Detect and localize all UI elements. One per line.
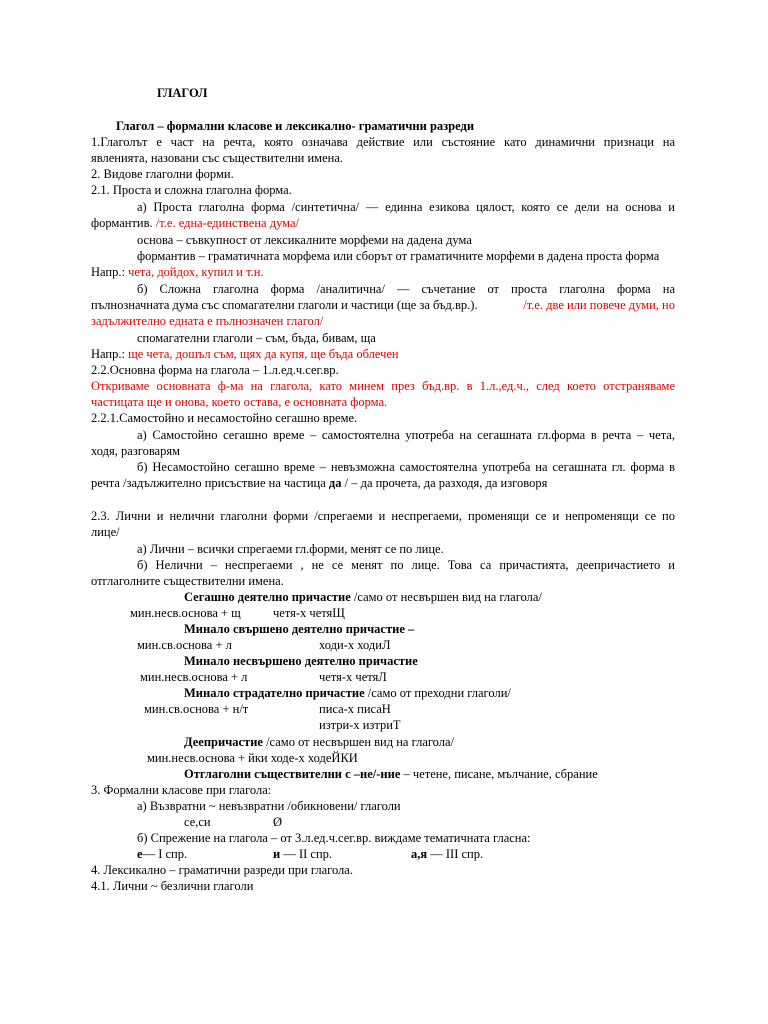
paragraph-line: 2.3. Лични и нелични глаголни форми /спрегаеми и неспрегаеми, променящи се и непроменящи се по — [91, 509, 675, 523]
participle-name: Сегашно деятелно причастие — [184, 590, 351, 604]
participle-name: Минало страдателно причастие — [184, 686, 365, 700]
thematic-vowel: а,я — [411, 847, 428, 861]
paragraph-line: ходя, разговарям — [91, 444, 181, 458]
paragraph-line: б) Спрежение на глагола – от 3.л.ед.ч.сег.вр. виждаме тематичната гласна: — [137, 831, 531, 845]
example-label: Напр.: — [91, 265, 125, 279]
line-text: пълнозначната дума със спомагателни глаголи и частици (ще за бъд.вр.). — [91, 298, 478, 312]
conjugation-label: — I спр. — [142, 847, 188, 861]
formula: мин.несв.основа + йки ходе-х ходеЙКИ — [147, 751, 358, 765]
line-text: речта /задължително присъствие на частица — [91, 476, 329, 490]
formula-example: писа-х писаН — [319, 702, 391, 716]
example-line — [91, 264, 264, 280]
paragraph-line: 2. Видове глаголни форми. — [91, 167, 234, 181]
participle-name: Минало несвършено деятелно причастие — [184, 654, 418, 668]
formula: се,си — [184, 815, 211, 829]
conjugation-item — [411, 846, 483, 862]
formula: мин.св.основа + н/т — [144, 702, 249, 716]
example-label: Напр.: — [91, 347, 125, 361]
paragraph-line: лице/ — [91, 525, 120, 539]
bullet-item-text: спомагателни глаголи – съм, бъда, бивам, ща — [137, 331, 376, 345]
paragraph-line: 2.2.Основна форма на глагола – 1.л.ед.ч.сег.вр. — [91, 363, 339, 377]
formula-example: изтри-х изтриТ — [319, 718, 401, 732]
line-text: формантив. — [91, 216, 153, 230]
thematic-vowel: и — [273, 847, 281, 861]
conjugation-label: — II спр. — [280, 847, 333, 861]
red-paragraph-line: Откриваме основната ф-ма на глагола, като минем през бъд.вр. в 1.л.,ед.ч., след което отстраняваме — [91, 379, 675, 393]
participle-name: Минало свършено деятелно причастие – — [184, 622, 415, 636]
section-heading: Глагол – формални класове и лексикално- граматични разреди — [116, 119, 475, 133]
empty-set-symbol: Ø — [273, 815, 283, 829]
example-line — [91, 346, 399, 362]
paragraph-line — [91, 215, 299, 231]
formula-example: четя-х четяЩ — [273, 606, 345, 620]
participle-heading — [184, 766, 598, 782]
formula: мин.несв.основа + щ — [130, 606, 241, 620]
participle-note: /само от преходни глаголи/ — [364, 686, 511, 700]
participle-note: – четене, писане, мълчание, сбрание — [400, 767, 598, 781]
thematic-vowel: е — [137, 847, 143, 861]
formula: мин.несв.основа + л — [140, 670, 248, 684]
red-note: задължително едната е пълнозначен глагол/ — [91, 314, 324, 328]
paragraph-line: явленията, назовани със съществителни имена. — [91, 151, 344, 165]
bullet-item-text: формантив – граматичната морфема или сборът от граматичните морфеми в дадена проста форма — [137, 249, 660, 263]
formula-example: ходи-х ходиЛ — [319, 638, 391, 652]
example-red: ще чета, дошъл съм, щях да купя, ще бъда облечен — [124, 347, 399, 361]
paragraph-line: 4. Лексикално – граматични разреди при глагола. — [91, 863, 353, 877]
participle-name: Деепричастие — [184, 735, 263, 749]
red-note: /т.е. една-единствена дума/ — [152, 216, 300, 230]
participle-note: /само от несвършен вид на глагола/ — [262, 735, 455, 749]
example-red: чета, дойдох, купил и т.н. — [124, 265, 264, 279]
participle-note: /само от несвършен вид на глагола/ — [350, 590, 542, 604]
paragraph-line: б) Сложна глаголна форма /аналитична/ — съчетание от проста глаголна форма на — [137, 282, 675, 296]
paragraph-line: 3. Формални класове при глагола: — [91, 783, 272, 797]
bold-word: да — [328, 476, 342, 490]
line-text: / – да прочета, да разходя, да изговоря — [341, 476, 548, 490]
conjugation-item — [137, 846, 187, 862]
paragraph-line: а) Проста глаголна форма /синтетична/ — единна езикова цялост, която се дели на основа и — [137, 200, 675, 214]
paragraph-line — [91, 297, 675, 313]
participle-heading — [184, 589, 542, 605]
paragraph-line: б) Несамостойно сегашно време – невъзможна самостоятелна употреба на сегашната гл. форма в — [137, 460, 675, 474]
participle-heading — [184, 685, 511, 701]
participle-heading — [184, 734, 454, 750]
participle-name: Отглаголни съществителни с –не/-ние — [184, 767, 401, 781]
red-paragraph-line: частицата ще и онова, което остава, е основната форма. — [91, 395, 388, 409]
red-note: /т.е. две или повече думи, но — [523, 298, 675, 312]
paragraph-line: а) Възвратни ~ невъзвратни /обикновени/ глаголи — [137, 799, 401, 813]
paragraph-line: 2.2.1.Самостойно и несамостойно сегашно време. — [91, 411, 358, 425]
paragraph-line: б) Нелични – неспрегаеми , не се менят по лице. Това са причастията, деепричастието и — [137, 558, 675, 572]
document-title: ГЛАГОЛ — [157, 86, 208, 100]
paragraph-line: отглаголните съществителни имена. — [91, 574, 284, 588]
paragraph-line: 1.Глаголът е част на речта, която означава действие или състояние като динамични признаци на — [91, 135, 675, 149]
formula-example: четя-х четяЛ — [319, 670, 387, 684]
conjugation-label: — III спр. — [427, 847, 484, 861]
formula: мин.св.основа + л — [137, 638, 232, 652]
paragraph-line: а) Самостойно сегашно време – самостоятелна употреба на сегашната гл.форма в речта – чета, — [137, 428, 675, 442]
bullet-item-text: основа – съвкупност от лексикалните морфеми на дадена дума — [137, 233, 472, 247]
paragraph-line: а) Лични – всички спрегаеми гл.форми, менят се по лице. — [137, 542, 444, 556]
paragraph-line: 4.1. Лични ~ безлични глаголи — [91, 879, 254, 893]
paragraph-line — [91, 475, 547, 491]
conjugation-item — [273, 846, 332, 862]
paragraph-line: 2.1. Проста и сложна глаголна форма. — [91, 183, 292, 197]
